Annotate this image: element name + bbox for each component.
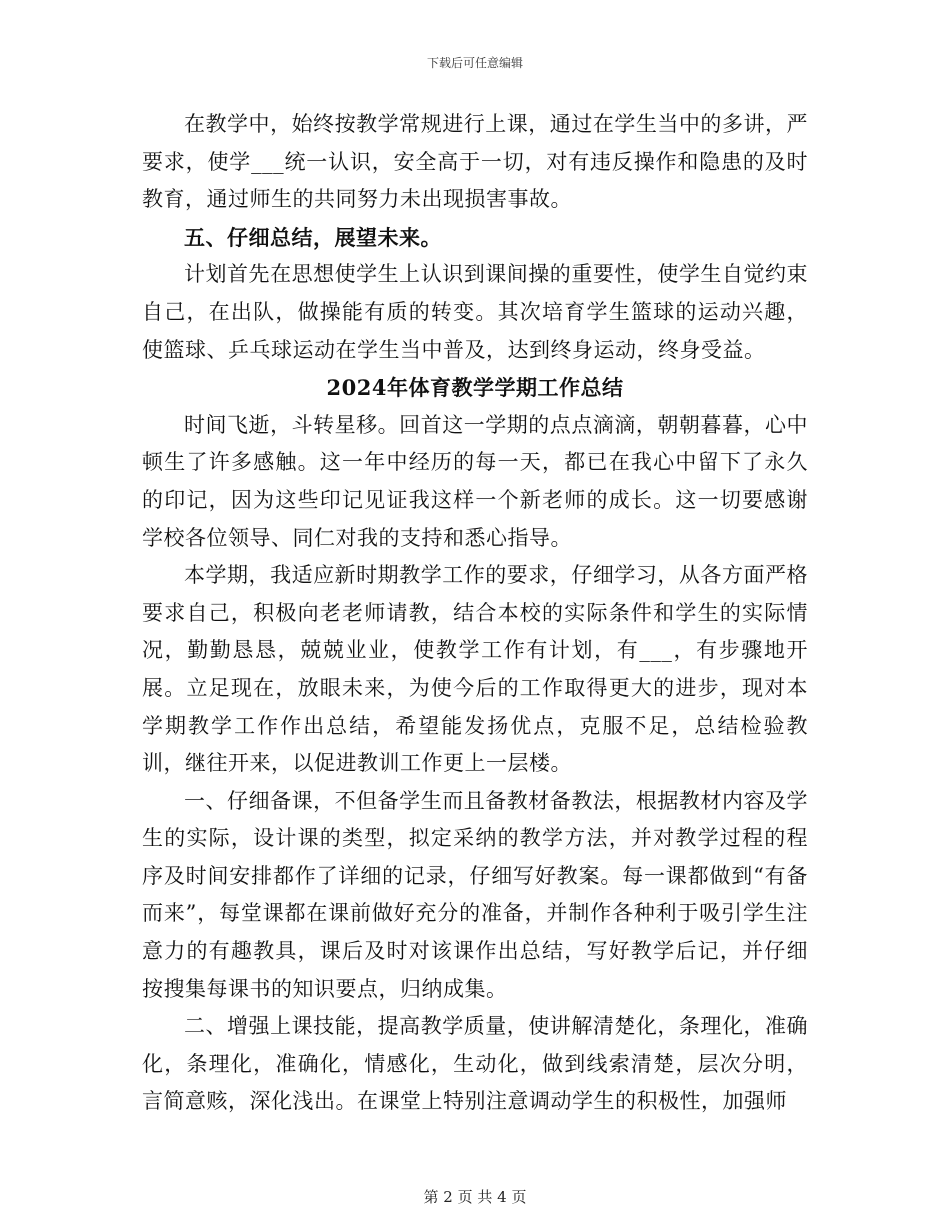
- paragraph-safety: 在教学中，始终按教学常规进行上课，通过在学生当中的多讲，严要求，使学___统一认识，安全高于一切，对有违反操作和隐患的及时教育，通过师生的共同努力未出现损害事故。: [142, 112, 808, 212]
- document-title: 2024年体育教学学期工作总结: [326, 375, 624, 401]
- paragraph-semester: 本学期，我适应新时期教学工作的要求，仔细学习，从各方面严格要求自己，积极向老老师请教，结合本校的实际条件和学生的实际情况，勤勤恳恳，兢兢业业，使教学工作有计划，有___，有步骤地开展。立足现在，放眼未来，为使今后的工作取得更大的进步，现对本学期教学工作作出总结，希望能发扬优点，克服不足，总结检验教训，继往开来，以促进教训工作更上一层楼。: [142, 563, 808, 776]
- paragraph-intro: 时间飞逝，斗转星移。回首这一学期的点点滴滴，朝朝暮暮，心中顿生了许多感触。这一年中经历的每一天，都已在我心中留下了永久的印记，因为这些印记见证我这样一个新老师的成长。这一切要感谢学校各位领导、同仁对我的支持和悉心指导。: [142, 412, 808, 550]
- page-header-note: 下载后可任意编辑: [426, 56, 523, 70]
- paragraph-plan: 计划首先在思想使学生上认识到课间操的重要性，使学生自觉约束自己，在出队，做操能有质的转变。其次培育学生篮球的运动兴趣，使篮球、乒乓球运动在学生当中普及，达到终身运动，终身受益。: [142, 262, 808, 362]
- page-number: 第 2 页 共 4 页: [423, 1188, 527, 1206]
- document-body: [142, 106, 808, 1121]
- paragraph-lesson-prep: 一、仔细备课，不但备学生而且备教材备教法，根据教材内容及学生的实际，设计课的类型，拟定采纳的教学方法，并对教学过程的程序及时间安排都作了详细的记录，仔细写好教案。每一课都做到“有备而来”，每堂课都在课前做好充分的准备，并制作各种利于吸引学生注意力的有趣教具，课后及时对该课作出总结，写好教学后记，并仔细按搜集每课书的知识要点，归纳成集。: [142, 788, 808, 1001]
- paragraph-teaching-skills: 二、增强上课技能，提高教学质量，使讲解清楚化，条理化，准确化，条理化，准确化，情感化，生动化，做到线索清楚，层次分明，言简意赅，深化浅出。在课堂上特别注意调动学生的积极性，加强师: [142, 1014, 808, 1114]
- section-heading-summary: 五、仔细总结，展望未来。: [184, 224, 442, 250]
